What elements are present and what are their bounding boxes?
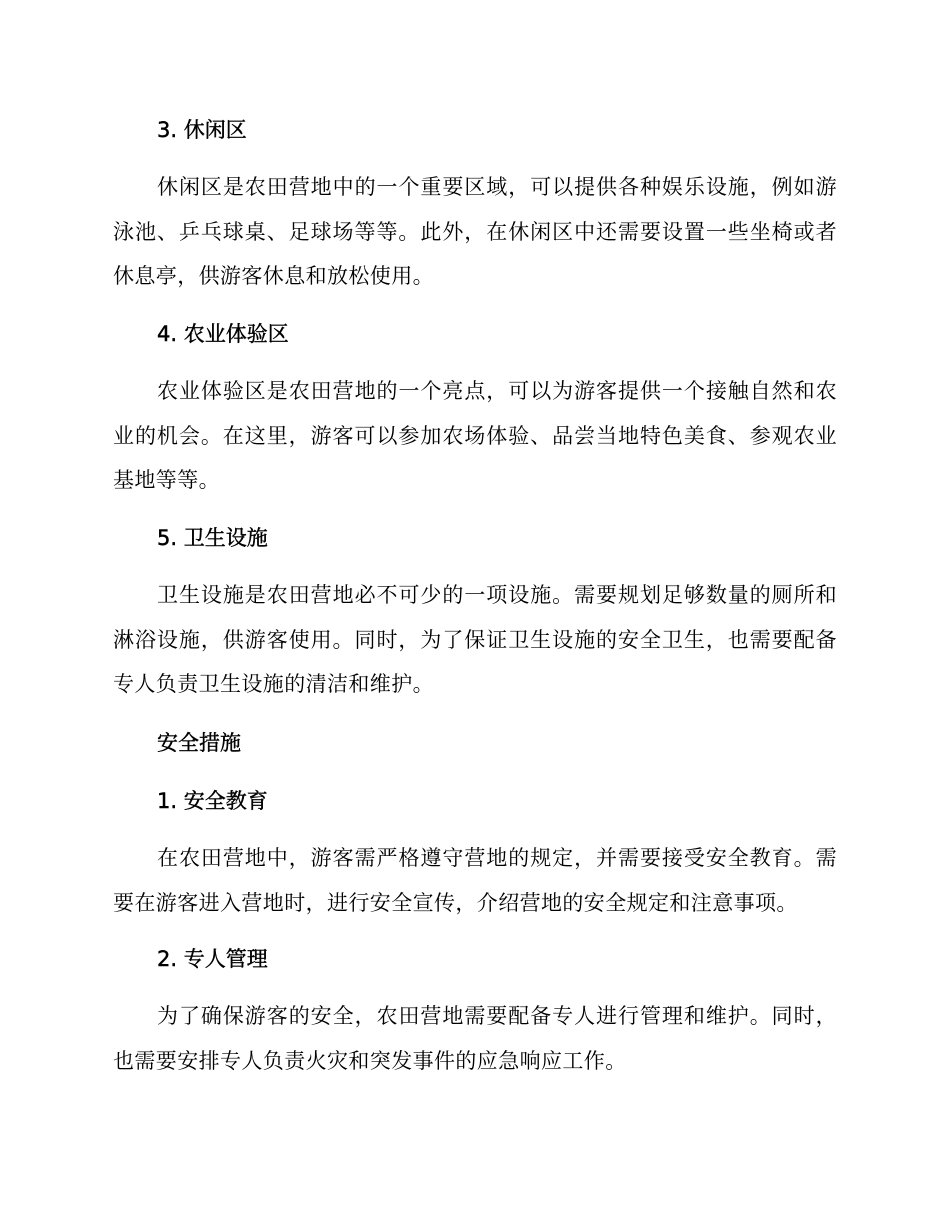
paragraph-agri-experience: 农业体验区是农田营地的一个亮点，可以为游客提供一个接触自然和农业的机会。在这里，游客可以参加农场体验、品尝当地特色美食、参观农业基地等等。 — [113, 379, 837, 492]
heading-leisure-area: 3. 休闲区 — [157, 118, 247, 142]
heading-staff-management: 2. 专人管理 — [157, 947, 268, 971]
heading-sanitation: 5. 卫生设施 — [157, 526, 268, 550]
heading-agri-experience: 4. 农业体验区 — [157, 322, 289, 346]
section-title-safety: 安全措施 — [157, 731, 241, 755]
heading-safety-education: 1. 安全教育 — [157, 789, 268, 813]
paragraph-staff-management: 为了确保游客的安全，农田营地需要配备专人进行管理和维护。同时，也需要安排专人负责火灾和突发事件的应急响应工作。 — [113, 1004, 837, 1073]
paragraph-safety-education: 在农田营地中，游客需严格遵守营地的规定，并需要接受安全教育。需要在游客进入营地时，进行安全宣传，介绍营地的安全规定和注意事项。 — [113, 846, 837, 915]
paragraph-leisure-area: 休闲区是农田营地中的一个重要区域，可以提供各种娱乐设施，例如游泳池、乒乓球桌、足球场等等。此外，在休闲区中还需要设置一些坐椅或者休息亭，供游客休息和放松使用。 — [113, 175, 837, 288]
paragraph-sanitation: 卫生设施是农田营地必不可少的一项设施。需要规划足够数量的厕所和淋浴设施，供游客使用。同时，为了保证卫生设施的安全卫生，也需要配备专人负责卫生设施的清洁和维护。 — [113, 583, 837, 696]
